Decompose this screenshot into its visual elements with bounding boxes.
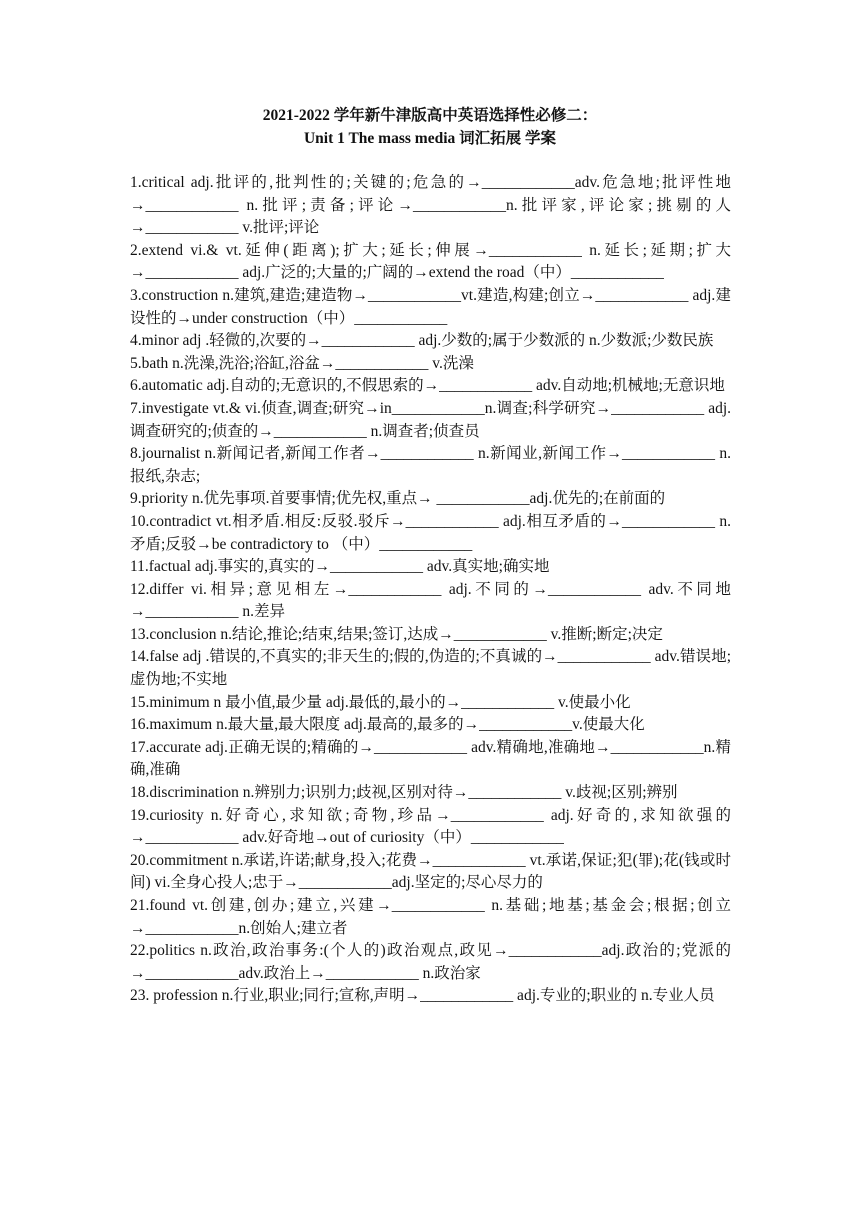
vocab-entry-5: 5.bath n.洗澡,洗浴;浴缸,浴盆→____________ v.洗澡 bbox=[130, 354, 474, 372]
vocab-entry-4: 4.minor adj .轻微的,次要的→____________ adj.少数的;属于少数派的 n.少数派;少数民族 bbox=[130, 332, 714, 350]
vocab-entry-14: 14.false adj .错误的,不真实的;非天生的;假的,伪造的;不真诚的→____________ adv.错误地;虚伪地;不实地 bbox=[130, 648, 731, 689]
vocab-entry-13: 13.conclusion n.结论,推论;结束,结果;签订,达成→____________ v.推断;断定;决定 bbox=[130, 625, 663, 643]
vocab-entry-16: 16.maximum n.最大量,最大限度 adj.最高的,最多的→____________v.使最大化 bbox=[130, 716, 645, 734]
vocab-entry-7: 7.investigate vt.& vi.侦查,调查;研究→in____________n.调查;科学研究→____________ adj.调查研究的;侦查的→____________ n.调查者;侦查员 bbox=[130, 399, 731, 440]
document-subtitle: Unit 1 The mass media 词汇拓展 学案 bbox=[303, 130, 557, 147]
vocab-entry-20: 20.commitment n.承诺,许诺;献身,投入;花费→____________ vt.承诺,保证;犯(罪);花(钱或时间) vi.全身心投人;忠于→____________adj.坚定的;尽心尽力的 bbox=[130, 851, 731, 892]
title-block bbox=[0, 104, 860, 150]
vocab-entry-3: 3.construction n.建筑,建造;建造物→____________vt.建造,构建;创立→____________ adj.建设性的→under construction（中）____________ bbox=[130, 286, 731, 327]
vocab-entry-12: 12.differ vi.相异;意见相左→____________ adj.不同的→____________ adv.不同地→____________ n.差异 bbox=[130, 580, 731, 621]
vocab-entry-18: 18.discrimination n.辨别力;识别力;歧视,区别对待→____________ v.歧视;区别;辨别 bbox=[130, 784, 678, 802]
vocab-entry-23: 23. profession n.行业,职业;同行;宣称,声明→____________ adj.专业的;职业的 n.专业人员 bbox=[130, 987, 715, 1005]
vocab-entry-1: 1.critical adj.批评的,批判性的;关键的;危急的→____________adv.危急地;批评性地→____________ n.批评;责备;评论→____________n.批评家,评论家;挑剔的人→____________ v.批评;评论 bbox=[130, 174, 731, 237]
vocab-entry-15: 15.minimum n 最小值,最少量 adj.最低的,最小的→____________ v.使最小化 bbox=[130, 693, 631, 711]
document-title: 2021-2022 学年新牛津版高中英语选择性必修二： bbox=[262, 107, 598, 124]
vocab-entry-11: 11.factual adj.事实的,真实的→____________ adv.真实地;确实地 bbox=[130, 558, 550, 576]
vocabulary-list bbox=[130, 172, 731, 1008]
vocab-entry-9: 9.priority n.优先事项.首要事情;优先权,重点→ ____________adj.优先的;在前面的 bbox=[130, 490, 666, 508]
vocab-entry-8: 8.journalist n.新闻记者,新闻工作者→____________ n.新闻业,新闻工作→____________ n.报纸,杂志; bbox=[130, 445, 731, 485]
vocab-entry-21: 21.found vt.创建,创办;建立,兴建→____________ n.基础;地基;基金会;根据;创立→____________n.创始人;建立者 bbox=[130, 897, 731, 937]
vocab-entry-22: 22.politics n.政治,政治事务:(个人的)政治观点,政见→____________adj.政治的;党派的→____________adv.政治上→____________ n.政治家 bbox=[130, 942, 731, 982]
vocab-entry-2: 2.extend vi.& vt.延伸(距离);扩大;延长;伸展→____________ n.延长;延期;扩大→____________ adj.广泛的;大量的;广阔的→extend the road（中）____________ bbox=[130, 241, 731, 282]
vocab-entry-17: 17.accurate adj.正确无误的;精确的→____________ adv.精确地,准确地→____________n.精确,准确 bbox=[130, 738, 731, 779]
vocab-entry-19: 19.curiosity n.好奇心,求知欲;奇物,珍品→____________ adj.好奇的,求知欲强的→____________ adv.好奇地→out of curiosity（中）____________ bbox=[130, 806, 731, 847]
vocab-entry-6: 6.automatic adj.自动的;无意识的,不假思索的→____________ adv.自动地;机械地;无意识地 bbox=[130, 377, 725, 395]
vocab-entry-10: 10.contradict vt.相矛盾.相反:反驳.驳斥→____________ adj.相互矛盾的→____________ n.矛盾;反驳→be contradictory to （中）____________ bbox=[130, 512, 731, 553]
